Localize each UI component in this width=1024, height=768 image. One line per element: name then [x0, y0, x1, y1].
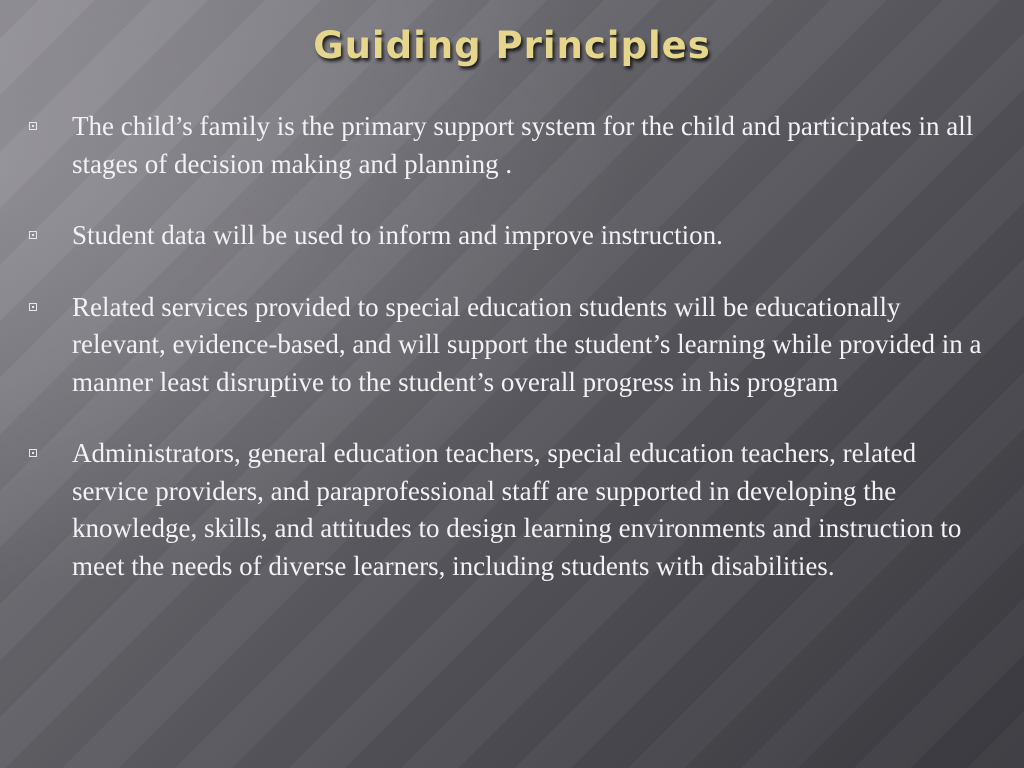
square-bullet-icon — [29, 449, 37, 457]
bullet-text: Related services provided to special education students will be educationally relevant, evidence-based, and will support the student’s learning while provided in a manner least disruptive to the student’s overall progress in his program — [72, 291, 982, 397]
bullet-item — [26, 289, 996, 402]
bullet-item — [26, 435, 996, 585]
square-bullet-icon — [29, 231, 37, 239]
bullet-text: Administrators, general education teachers, special education teachers, related service providers, and paraprofessional staff are supported in developing the knowledge, skills, and attitudes to design learning environments and instruction to meet the needs of diverse learners, including students with disabilities. — [72, 438, 962, 581]
bullet-text: Student data will be used to inform and improve instruction. — [72, 220, 723, 250]
square-bullet-icon — [29, 122, 37, 130]
bullet-item — [26, 217, 996, 255]
bullet-text: The child’s family is the primary support system for the child and participates in all stages of decision making and planning . — [72, 111, 974, 179]
slide-title: Guiding Principles — [313, 24, 711, 67]
square-bullet-icon — [29, 303, 37, 311]
bullet-list — [26, 108, 996, 585]
bullet-item — [26, 108, 996, 183]
